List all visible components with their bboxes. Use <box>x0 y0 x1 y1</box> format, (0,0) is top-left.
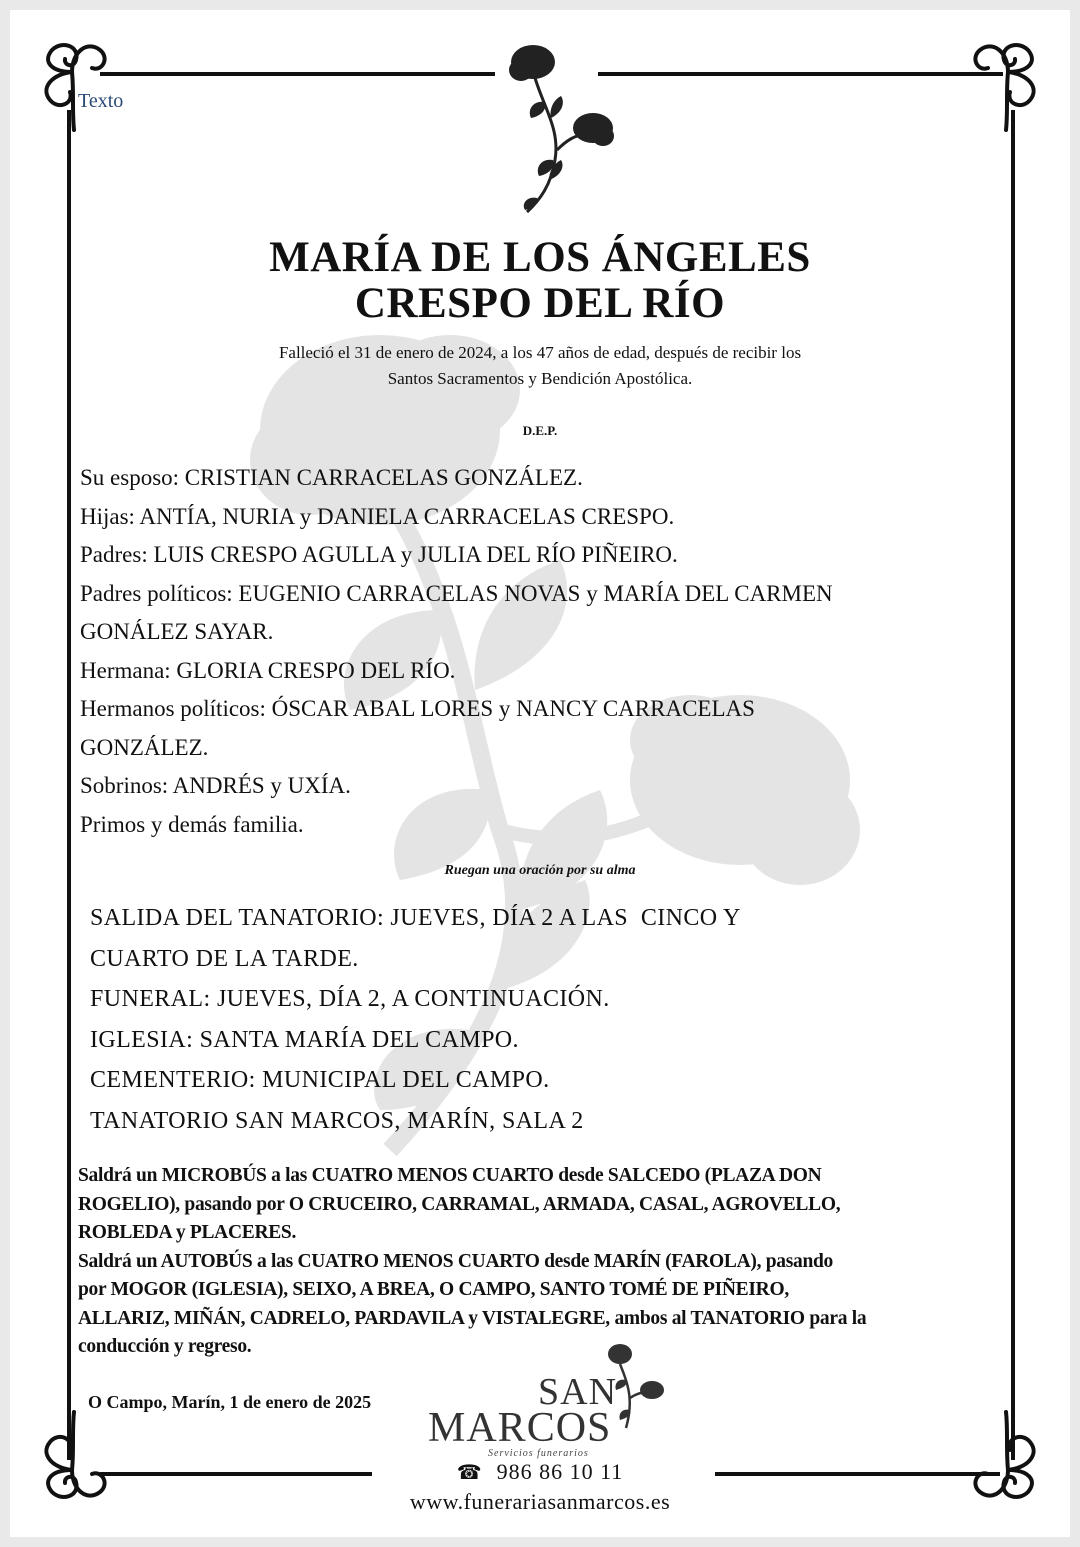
frame-top-left-line <box>100 72 495 76</box>
family-line: GONÁLEZ SAYAR. <box>80 619 274 644</box>
family-line: Hermanos políticos: ÓSCAR ABAL LORES y NANCY CARRACELAS <box>80 696 755 721</box>
transport-line: ROGELIO), pasando por O CRUCEIRO, CARRAMAL, ARMADA, CASAL, AGROVELLO, <box>78 1193 841 1215</box>
deceased-name-line1: MARÍA DE LOS ÁNGELES <box>269 234 811 281</box>
logo-marcos: MARCOS <box>428 1405 612 1451</box>
family-line: GONZÁLEZ. <box>80 734 209 760</box>
dep-label: D.E.P. <box>522 423 558 438</box>
logo-san: SAN <box>538 1371 618 1413</box>
telephone-icon: ☎ <box>456 1462 483 1484</box>
transport-line: Saldrá un MICROBÚS a las CUATRO MENOS CUARTO desde SALCEDO (PLAZA DON <box>78 1165 822 1186</box>
family-list <box>80 459 1010 844</box>
death-notice <box>10 340 1070 392</box>
funeral-events <box>90 898 990 1141</box>
transport-line: conducción y regreso. <box>78 1336 252 1357</box>
flower-icon <box>505 40 615 215</box>
obituary-page <box>10 10 1070 1537</box>
san-marcos-logo <box>422 1340 662 1459</box>
death-notice-line1: Falleció el 31 de enero de 2024, a los 47 años de edad, después de recibir los <box>278 343 802 362</box>
event-line: CUARTO DE LA TARDE. <box>90 945 359 972</box>
transport-line: Saldrá un AUTOBÚS a las CUATRO MENOS CUARTO desde MARÍN (FAROLA), pasando <box>78 1250 834 1272</box>
frame-top-right-line <box>598 72 1003 76</box>
family-line: Padres políticos: EUGENIO CARRACELAS NOVAS y MARÍA DEL CARMEN <box>80 580 833 606</box>
transport-line: por MOGOR (IGLESIA), SEIXO, A BREA, O CAMPO, SANTO TOMÉ DE PIÑEIRO, <box>78 1279 789 1300</box>
transport-line: ROBLEDA y PLACERES. <box>78 1222 297 1243</box>
family-line: Sobrinos: ANDRÉS y UXÍA. <box>80 773 351 798</box>
phone-line <box>10 1459 1070 1485</box>
placeholder-text[interactable]: Texto <box>78 90 124 112</box>
event-line: TANATORIO SAN MARCOS, MARÍN, SALA 2 <box>90 1107 584 1134</box>
event-line: FUNERAL: JUEVES, DÍA 2, A CONTINUACIÓN. <box>90 986 610 1012</box>
deceased-name-line2: CRESPO DEL RÍO <box>354 280 726 327</box>
corner-ornament-top-right-icon <box>958 32 1048 132</box>
death-notice-line2: Santos Sacramentos y Bendición Apostólica. <box>387 369 693 388</box>
logo-subtitle: Servicios funerarios <box>488 1448 589 1459</box>
place-date: O Campo, Marín, 1 de enero de 2025 <box>88 1392 372 1412</box>
transport-line: ALLARIZ, MIÑÁN, CADRELO, PARDAVILA y VISTALEGRE, ambos al TANATORIO para la <box>78 1307 867 1329</box>
transport-info <box>78 1162 1008 1362</box>
family-line: Primos y demás familia. <box>80 811 304 837</box>
prayer-request: Ruegan una oración por su alma <box>444 863 636 878</box>
event-line: IGLESIA: SANTA MARÍA DEL CAMPO. <box>90 1026 519 1053</box>
corner-ornament-top-left-icon <box>32 32 122 132</box>
family-line: Su esposo: CRISTIAN CARRACELAS GONZÁLEZ. <box>80 465 583 490</box>
family-line: Hijas: ANTÍA, NURIA y DANIELA CARRACELAS CRESPO. <box>80 503 675 529</box>
phone-number[interactable]: 986 86 10 11 <box>496 1459 624 1484</box>
family-line: Hermana: GLORIA CRESPO DEL RÍO. <box>80 657 456 683</box>
family-line: Padres: LUIS CRESPO AGULLA y JULIA DEL RÍO PIÑEIRO. <box>80 542 678 567</box>
event-line: CEMENTERIO: MUNICIPAL DEL CAMPO. <box>90 1067 550 1093</box>
event-line: SALIDA DEL TANATORIO: JUEVES, DÍA 2 A LAS CINCO Y <box>90 905 741 931</box>
website-link[interactable]: www.funerariasanmarcos.es <box>409 1489 671 1514</box>
